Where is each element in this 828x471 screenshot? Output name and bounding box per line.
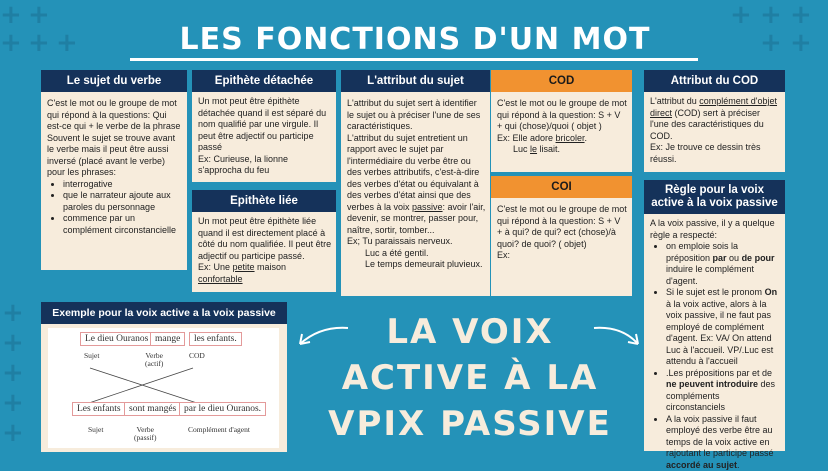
passive-agent: par le dieu Ouranos.: [179, 402, 266, 416]
plus-decoration: +: [2, 330, 24, 356]
passive-subject: Les enfants: [72, 402, 126, 416]
big-heading-line3: VPIX PASSIVE: [300, 404, 640, 444]
example: Le temps demeurait pluvieux.: [347, 259, 486, 271]
label-sujet: Sujet: [88, 426, 103, 434]
bold-text: ne peuvent introduire: [666, 379, 758, 389]
bullet-list: [666, 241, 781, 471]
card-attribut-du-sujet: [341, 70, 490, 296]
title-underline: [130, 58, 698, 61]
example: Luc a été gentil.: [347, 248, 486, 260]
text: Ex: Une: [198, 262, 233, 272]
paragraph: [347, 133, 486, 237]
text: (COD) sert à préciser l'une des caractéristiques du COD.: [650, 108, 764, 141]
passive-verb: sont mangés: [124, 402, 181, 416]
plus-decoration: +: [2, 360, 24, 386]
card-header: COD: [491, 70, 632, 92]
list-item: [666, 368, 781, 414]
card-header: Exemple pour la voix active a la voix passive: [41, 302, 287, 324]
paragraph: C'est le mot ou le groupe de mot qui répond à la questions: Qui est-ce qui + le verbe de la phrase: [47, 98, 183, 133]
plus-decoration: +: [56, 30, 78, 56]
example: [497, 144, 628, 156]
text: A la voix passive il faut employé des verbe être au temps de la voix active en rajoutant le participe passé: [666, 414, 774, 459]
card-epithete-detachee: [192, 70, 336, 182]
label-complement-agent: Complément d'agent: [188, 426, 250, 434]
bullet-list: [63, 179, 183, 237]
underlined-word: passive: [412, 202, 443, 212]
example-diagram: [48, 328, 279, 448]
list-item: [666, 287, 781, 368]
paragraph: [650, 96, 781, 142]
card-header: Attribut du COD: [644, 70, 785, 92]
card-body: [198, 216, 332, 285]
paragraph: C'est le mot ou le groupe de mot qui répond à la question: S + V + qui (chose)/quoi ( objet ): [497, 98, 628, 133]
card-exemple: [41, 302, 287, 452]
card-header: COI: [491, 176, 632, 198]
card-coi: [491, 176, 632, 296]
text: ou: [727, 253, 742, 263]
active-cod: les enfants.: [189, 332, 242, 346]
plus-decoration: +: [760, 30, 782, 56]
underlined-word: complément d'objet direct: [650, 96, 777, 118]
text: Ex: Elle adore: [497, 133, 556, 143]
plus-decoration: +: [2, 300, 24, 326]
card-body: [198, 96, 332, 177]
card-body: [497, 98, 628, 156]
card-cod: [491, 70, 632, 172]
text: maison: [255, 262, 287, 272]
underlined-word: petite: [233, 262, 255, 272]
example: Ex; Tu paraissais nerveux.: [347, 236, 486, 248]
text: L'attribut du sujet entretient un rapport avec le sujet par l'intermédiaire du verbe être ou des verbes attributifs, c'est-à-dire des verbes d'état ou équivalant à des verbes d'état ainsi que des verbes à la voix: [347, 133, 479, 212]
text: lisait.: [537, 144, 560, 154]
text: L'attribut du: [650, 96, 699, 106]
underlined-word: le: [530, 144, 537, 154]
label-sujet: Sujet: [84, 352, 99, 360]
card-body: [650, 96, 781, 165]
text: on emploie sois la préposition: [666, 241, 738, 263]
card-regle-voix-passive: [644, 180, 785, 451]
paragraph: Un mot peut être épithète détachée quand il est séparé du nom qualifié par une virgule. Il peut être adjectif ou participe passé: [198, 96, 332, 154]
label-cod: COD: [189, 352, 205, 360]
bold-text: de pour: [742, 253, 775, 263]
list-item: • interrogative: [63, 179, 183, 191]
active-verb: mange: [150, 332, 185, 346]
plus-decoration: +: [730, 2, 752, 28]
label-verbe-passif: Verbe (passif): [134, 426, 157, 442]
card-epithete-liee: [192, 190, 336, 292]
text: .: [585, 133, 588, 143]
big-heading-line1: LA VOIX: [300, 312, 640, 352]
example: [198, 262, 332, 285]
underlined-word: confortable: [198, 274, 243, 284]
card-body: [497, 204, 628, 262]
text: des compléments circonstanciels: [666, 379, 775, 412]
card-header: Epithète liée: [192, 190, 336, 212]
paragraph: A la voix passive, il y a quelque règle a respecté:: [650, 218, 781, 241]
bold-text: accordé au sujet: [666, 460, 737, 470]
bold-text: par: [713, 253, 727, 263]
label-verbe-actif: Verbe (actif): [145, 352, 163, 368]
plus-decoration: +: [28, 30, 50, 56]
card-header: Règle pour la voix active à la voix passive: [644, 180, 785, 214]
plus-decoration: +: [790, 2, 812, 28]
text: .Les prépositions par et de: [666, 368, 772, 378]
underlined-word: bricoler: [556, 133, 585, 143]
list-item: [666, 241, 781, 287]
plus-decoration: +: [28, 2, 50, 28]
list-item: [666, 414, 781, 471]
plus-decoration: +: [0, 30, 22, 56]
text: Si le sujet est le pronom: [666, 287, 765, 297]
example: Ex: Je trouve ce dessin très réussi.: [650, 142, 781, 165]
card-body: [47, 98, 183, 236]
paragraph: Souvent le sujet se trouve avant le verbe mais il peut être aussi inversé (placé avant le verbe) pour les phrases:: [47, 133, 183, 179]
list-item: • que le narrateur ajoute aux paroles du personnage: [63, 190, 183, 213]
card-attribut-du-cod: [644, 70, 785, 172]
connector-line: [86, 368, 193, 404]
list-item: • commence par un complément circonstancielle: [63, 213, 183, 236]
example: Ex: Curieuse, la lionne s'approcha du feu: [198, 154, 332, 177]
plus-decoration: +: [2, 420, 24, 446]
card-body: [347, 98, 486, 271]
example: Ex:: [497, 250, 628, 262]
card-header: Epithète détachée: [192, 70, 336, 92]
text: à la voix active, alors à la voix passive, il ne faut pas employé de complément d'agent. Ex: VA/ On attend Luc à l'accueil. VP/.Luc est attendu à l'accueil: [666, 299, 773, 367]
text: Luc: [513, 144, 530, 154]
plus-decoration: +: [790, 30, 812, 56]
bold-text: On: [765, 287, 778, 297]
text: : avoir l'air, devenir, se montrer, passer pour, naître, sortir, tomber...: [347, 202, 485, 235]
card-body: [650, 218, 781, 471]
card-header: Le sujet du verbe: [41, 70, 187, 92]
plus-decoration: +: [0, 2, 22, 28]
card-sujet-du-verbe: [41, 70, 187, 270]
plus-decoration: +: [2, 390, 24, 416]
active-subject: Le dieu Ouranos: [80, 332, 153, 346]
paragraph: L'attribut du sujet sert à identifier le sujet ou à préciser l'une de ses caractéristiques.: [347, 98, 486, 133]
plus-decoration: +: [760, 2, 782, 28]
text: .: [737, 460, 740, 470]
page-title: LES FONCTIONS D'UN MOT: [130, 22, 700, 57]
connector-line: [90, 368, 200, 404]
card-header: L'attribut du sujet: [341, 70, 490, 92]
big-heading-line2: ACTIVE À LA: [300, 358, 640, 398]
text: induire le complément d'agent.: [666, 264, 754, 286]
paragraph: Un mot peut être épithète liée quand il est directement placé à côté du nom qualifiée. Il peut être adjectif ou participe passé.: [198, 216, 332, 262]
paragraph: C'est le mot ou le groupe de mot qui répond à la question: S + V + à qui? de qui? ect (chose)/à quoi? de quoi? ( objet): [497, 204, 628, 250]
example: [497, 133, 628, 145]
